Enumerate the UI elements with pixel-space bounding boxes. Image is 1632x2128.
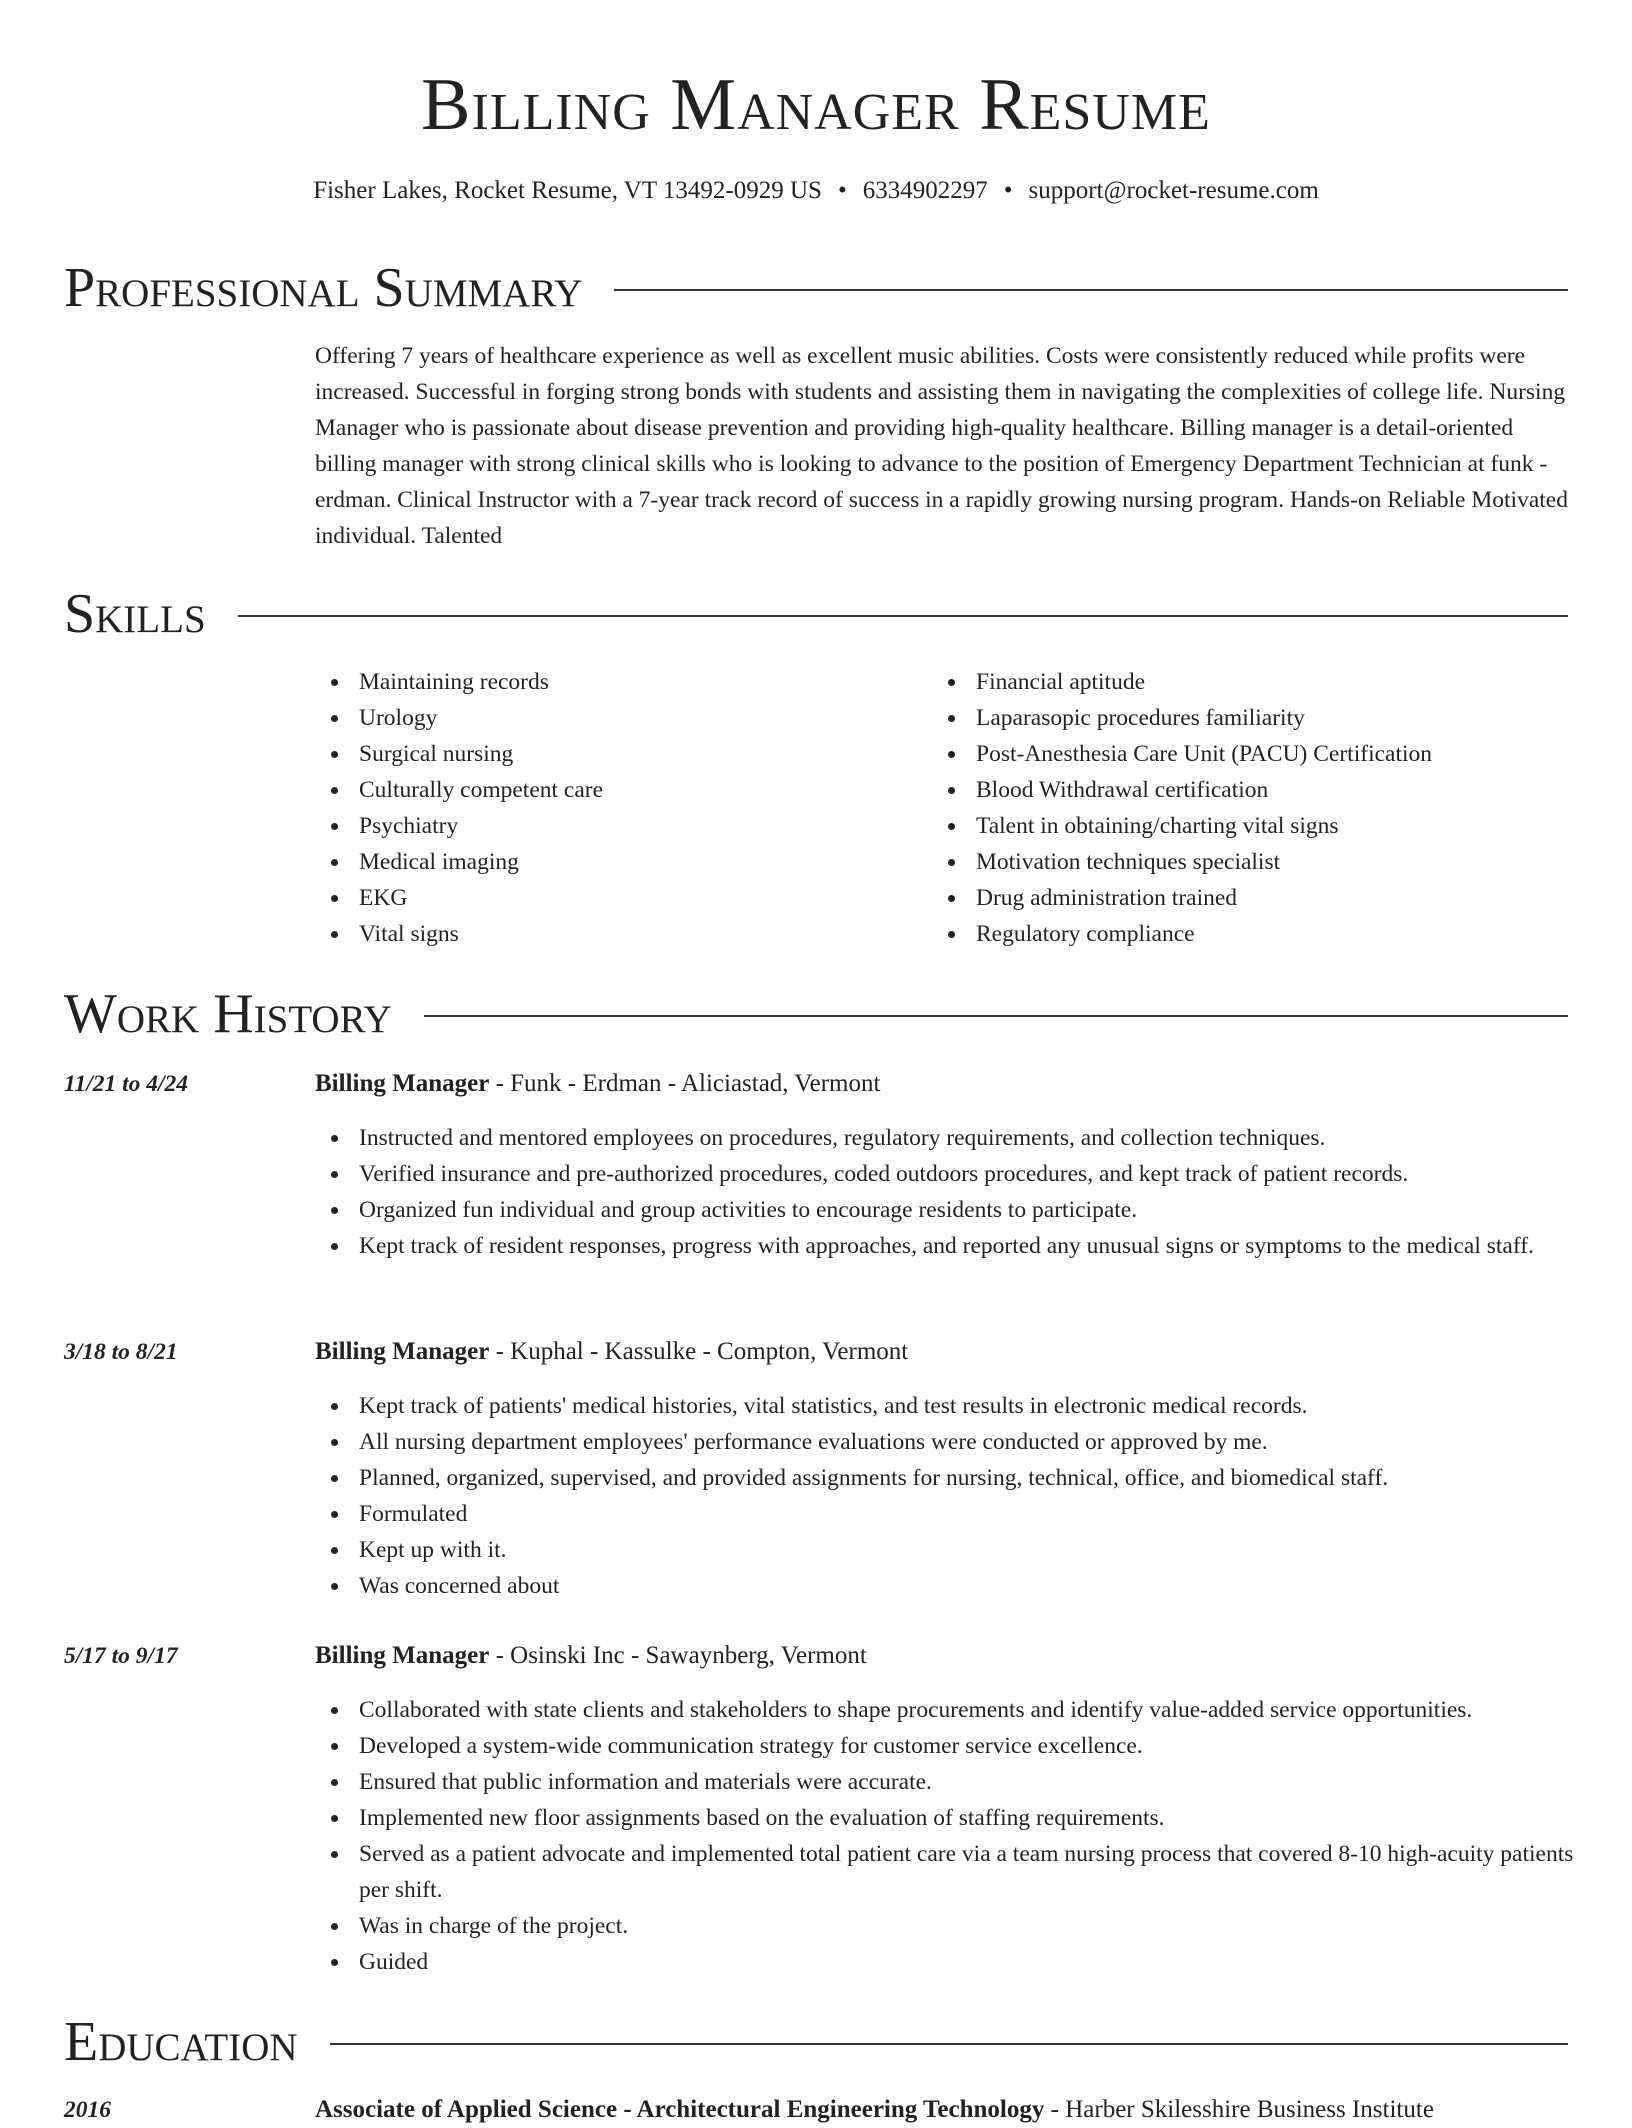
summary-section-heading — [64, 256, 1568, 320]
job-heading — [315, 1066, 1575, 1102]
contact-phone: 6334902297 — [862, 177, 988, 204]
job-bullet: Verified insurance and pre-authorized procedures, coded outdoors procedures, and kept track of patient records. — [315, 1156, 1575, 1192]
job-bullet: Kept track of patients' medical histories, vital statistics, and test results in electronic medical records. — [315, 1388, 1575, 1424]
skill-item: Financial aptitude — [932, 664, 1572, 700]
skill-item: Vital signs — [315, 916, 915, 952]
skills-heading: Skills — [64, 583, 206, 645]
job-heading — [315, 1638, 1575, 1674]
job-bullet: Formulated — [315, 1496, 1575, 1532]
skill-item: Medical imaging — [315, 844, 915, 880]
job-dates: 3/18 to 8/21 — [64, 1339, 178, 1365]
work-heading: Work History — [64, 983, 392, 1045]
job-bullets — [315, 1120, 1575, 1264]
job-bullet: Instructed and mentored employees on procedures, regulatory requirements, and collection techniques. — [315, 1120, 1575, 1156]
job-bullet: Kept track of resident responses, progress with approaches, and reported any unusual signs or symptoms to the medical staff. — [315, 1228, 1575, 1264]
section-divider — [238, 615, 1568, 617]
skill-item: Talent in obtaining/charting vital signs — [932, 808, 1572, 844]
skill-item: Maintaining records — [315, 664, 915, 700]
job-heading — [315, 1334, 1575, 1370]
summary-heading: Professional Summary — [64, 257, 583, 319]
job-bullet: Organized fun individual and group activities to encourage residents to participate. — [315, 1192, 1575, 1228]
education-year: 2016 — [64, 2097, 111, 2123]
summary-text: Offering 7 years of healthcare experience as well as excellent music abilities. Costs were consistently reduced while profits were increased. Successful in forging strong bonds with students and assisting them in navigating the complexities of college life. Nursing Manager who is passionate about disease prevention and providing high-quality healthcare. Billing manager is a detail-oriented billing manager with strong clinical skills who is looking to advance to the position of Emergency Department Technician at funk - erdman. Clinical Instructor with a 7-year track record of success in a rapidly growing nursing program. Hands-on Reliable Motivated individual. Talented — [315, 343, 1568, 549]
skill-item: Regulatory compliance — [932, 916, 1572, 952]
job-title: Billing Manager — [315, 1338, 490, 1365]
job-dates: 11/21 to 4/24 — [64, 1071, 189, 1097]
contact-line — [0, 174, 1632, 208]
job-title: Billing Manager — [315, 1642, 490, 1669]
job-bullet: Developed a system-wide communication strategy for customer service excellence. — [315, 1728, 1575, 1764]
job-bullet: Guided — [315, 1944, 1575, 1980]
job-bullet: Served as a patient advocate and implemented total patient care via a team nursing process that covered 8-10 high-acuity patients per shift. — [315, 1836, 1575, 1908]
education-heading: Education — [64, 2011, 298, 2073]
job-bullet: All nursing department employees' performance evaluations were conducted or approved by me. — [315, 1424, 1575, 1460]
section-divider — [614, 289, 1568, 291]
job-bullet: Was concerned about — [315, 1568, 1575, 1604]
skill-item: EKG — [315, 880, 915, 916]
education-degree: Associate of Applied Science - Architectural Engineering Technology — [315, 2096, 1045, 2123]
job-bullets — [315, 1692, 1575, 1980]
skill-item: Motivation techniques specialist — [932, 844, 1572, 880]
job-bullet: Collaborated with state clients and stakeholders to shape procurements and identify value-added service opportunities. — [315, 1692, 1575, 1728]
job-bullet: Planned, organized, supervised, and provided assignments for nursing, technical, office, and biomedical staff. — [315, 1460, 1575, 1496]
skill-item: Urology — [315, 700, 915, 736]
job-bullets — [315, 1388, 1575, 1604]
skills-list-right — [932, 664, 1572, 952]
work-section-heading — [64, 982, 1568, 1046]
job-company: - Osinski Inc - Sawaynberg, Vermont — [489, 1642, 867, 1669]
resume-title: Billing Manager Resume — [421, 64, 1211, 146]
contact-separator: • — [837, 177, 847, 204]
section-divider — [330, 2043, 1568, 2045]
job-company: - Funk - Erdman - Aliciastad, Vermont — [489, 1070, 881, 1097]
skill-item: Psychiatry — [315, 808, 915, 844]
job-bullet: Implemented new floor assignments based on the evaluation of staffing requirements. — [315, 1800, 1575, 1836]
skills-list-left — [315, 664, 915, 952]
skill-item: Blood Withdrawal certification — [932, 772, 1572, 808]
education-entry — [315, 2092, 1575, 2128]
skill-item: Post-Anesthesia Care Unit (PACU) Certification — [932, 736, 1572, 772]
job-bullet: Kept up with it. — [315, 1532, 1575, 1568]
skill-item: Laparasopic procedures familiarity — [932, 700, 1572, 736]
job-title: Billing Manager — [315, 1070, 490, 1097]
job-dates: 5/17 to 9/17 — [64, 1643, 178, 1669]
skill-item: Drug administration trained — [932, 880, 1572, 916]
education-section-heading — [64, 2010, 1568, 2074]
skills-section-heading — [64, 582, 1568, 646]
contact-email: support@rocket-resume.com — [1028, 177, 1319, 204]
section-divider — [424, 1015, 1568, 1017]
contact-address: Fisher Lakes, Rocket Resume, VT 13492-0929 US — [313, 177, 822, 204]
skill-item: Surgical nursing — [315, 736, 915, 772]
skill-item: Culturally competent care — [315, 772, 915, 808]
contact-separator: • — [1003, 177, 1013, 204]
job-company: - Kuphal - Kassulke - Compton, Vermont — [489, 1338, 909, 1365]
education-school: - Harber Skilesshire Business Institute — [1044, 2096, 1434, 2123]
job-bullet: Was in charge of the project. — [315, 1908, 1575, 1944]
job-bullet: Ensured that public information and materials were accurate. — [315, 1764, 1575, 1800]
